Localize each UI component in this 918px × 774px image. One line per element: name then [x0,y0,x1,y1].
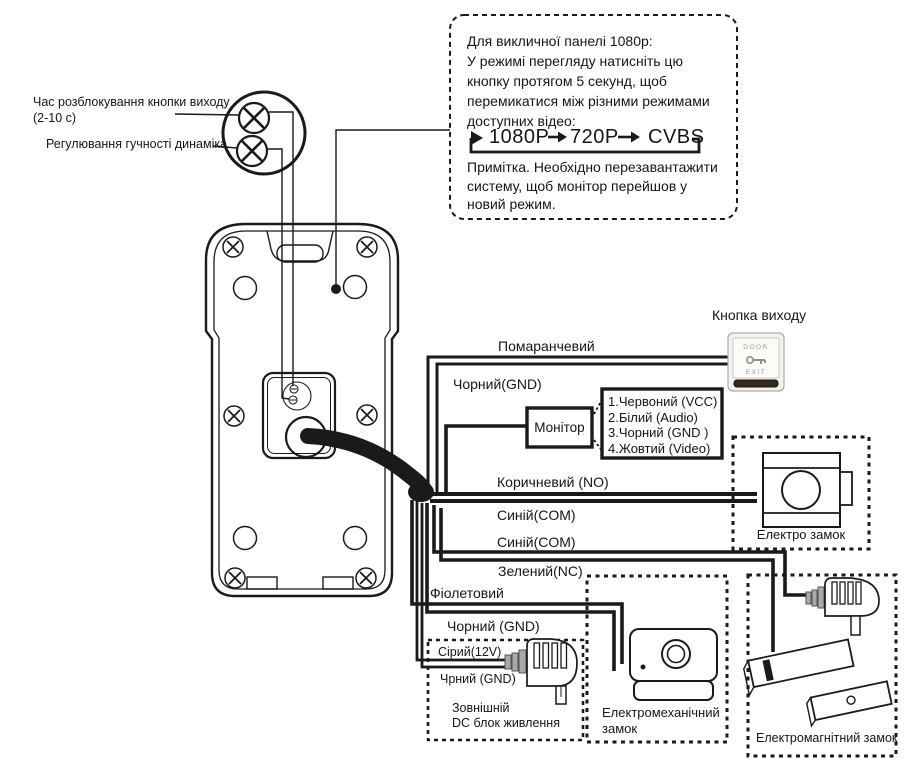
wire-label-black-gnd-psu: Чрний (GND) [440,672,516,686]
note-footer-2: систему, щоб монітор перейшов у [467,178,688,194]
plug-segment [806,592,811,604]
panel-screws [223,237,377,588]
plug-segment [818,587,824,608]
wire-label-green-nc: Зелений(NC) [498,563,583,579]
unlock-time-label-line2: (2-10 с) [33,111,77,125]
electromagnetic-lock-label: Електромагнітний замок [756,731,898,745]
monitor-wire-list [608,394,717,456]
note-line-2: У режимі перегляду натисніть цю [467,53,683,69]
plug-segment [512,653,518,671]
arrow-right-icon [558,132,567,143]
arrow-right-icon [631,132,640,143]
setting-dot [331,284,341,294]
psu-label-line1: Зовнішній [452,701,510,715]
wire-list-item-4: 4.Жовтий (Video) [608,440,711,456]
electric-lock-label: Електро замок [756,527,846,542]
wire-list-item-3: 3.Чорний (GND ) [608,425,709,441]
mode-1080p: 1080P [489,126,550,148]
note-footer-3: новий режим. [467,196,556,212]
wire-label-blue-com-2: Синій(COM) [497,534,576,550]
psu-label-line2: DC блок живлення [452,716,560,730]
armature-plate [806,681,893,726]
adapter-body [825,578,879,616]
note-leader-line [336,130,450,284]
wire-label-violet: Фіолетовий [430,585,504,601]
plug-segment [812,590,817,606]
electromechanical-lock-label-line2: замок [602,721,638,736]
magnet-bar [742,639,855,695]
unlock-time-leader-line [175,114,239,115]
wire-list-item-2: 2.Білий (Audio) [608,409,698,425]
panel-cable [308,436,434,502]
door-text: DOOR [743,344,769,351]
exit-button-label: Кнопка виходу [712,307,807,323]
wire-label-black-gnd-2: Чорний (GND) [447,618,540,634]
wire-label-orange: Помаранчевий [498,338,595,354]
mounting-slot [277,245,323,262]
electromagnetic-lock-graphic [742,575,896,756]
plug-segment [519,650,526,673]
wire-label-blue-com-1: Синій(COM) [497,507,576,523]
wire-label-grey-12v: Сірий(12V) [438,645,502,659]
note-footer-1: Примітка. Необхідно перезавантажити [467,159,718,175]
loop-arrowhead-icon [471,131,483,145]
exit-button-graphic [728,333,784,391]
monitor-label: Монітор [534,420,585,435]
exit-text: EXIT [745,369,767,376]
volume-label: Регулювання гучності динаміка [46,137,228,151]
panel-back-view [206,224,398,596]
plug-segment [505,655,511,669]
wire-list-item-1: 1.Червоний (VCC) [608,394,718,409]
button-slot [734,380,778,387]
note-line-3: кнопку протягом 5 секунд, щоб [467,73,667,89]
mode-720p: 720P [570,126,619,148]
note-line-1: Для викличної панелі 1080p: [467,33,653,49]
wire-grey-12v [417,500,508,660]
note-line-5: доступних відео: [467,113,576,129]
mode-cvbs: CVBS [648,126,705,148]
wire-label-black-gnd: Чорний(GND) [453,376,542,392]
unlock-time-label-line1: Час розблокування кнопки виходу [33,95,230,109]
dc-prong [851,616,860,635]
electromechanical-lock-label-line1: Електромеханічний [602,705,720,720]
note-line-4: перемикатися між різними режимами [467,93,710,109]
wire-label-brown-no: Коричневий (NO) [497,474,609,490]
